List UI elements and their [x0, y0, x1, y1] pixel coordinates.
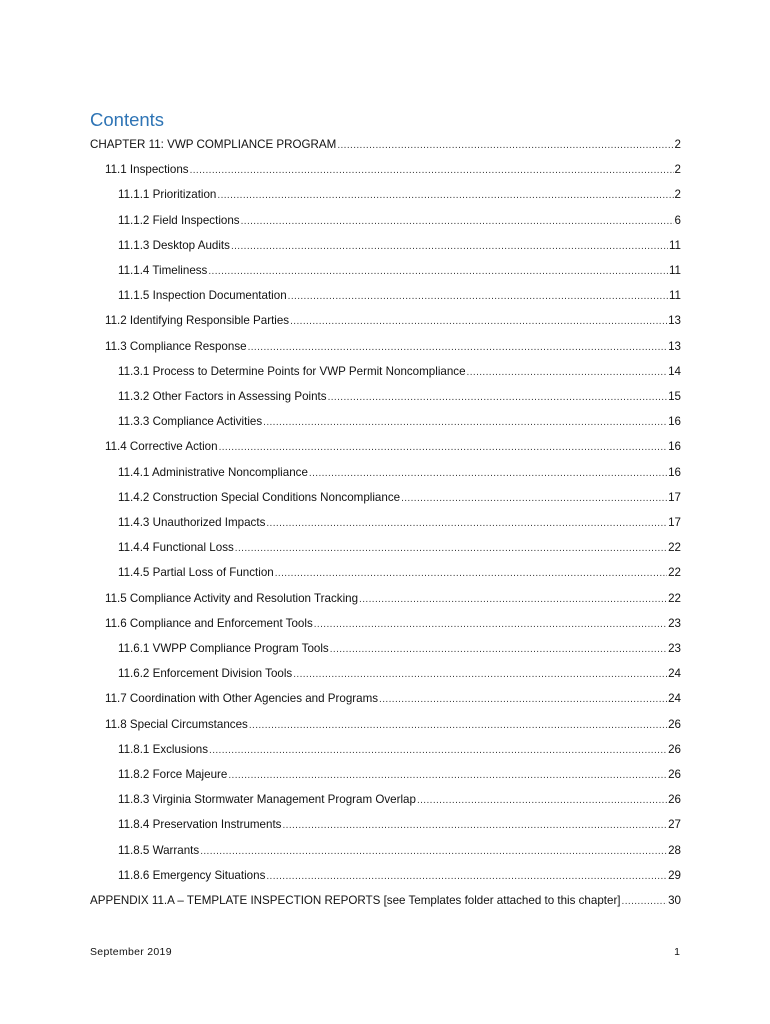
toc-entry-title: 11.8.2 Force Majeure: [118, 768, 228, 781]
toc-entry-page-number: 26: [668, 768, 681, 781]
toc-entry[interactable]: [118, 490, 681, 506]
toc-dot-leader: [379, 692, 667, 708]
toc-dot-leader: [266, 869, 667, 885]
toc-entry-page-number: 24: [668, 667, 681, 681]
toc-entry[interactable]: [118, 288, 681, 304]
toc-entry-title: 11.6.1 VWPP Compliance Program Tools: [118, 642, 329, 655]
toc-entry-page-number: 13: [668, 339, 681, 353]
toc-entry[interactable]: [118, 792, 681, 808]
toc-entry-page-number: 22: [668, 566, 681, 580]
toc-dot-leader: [290, 314, 667, 330]
toc-entry-title: 11.6 Compliance and Enforcement Tools: [105, 616, 313, 630]
toc-dot-leader: [200, 844, 667, 860]
toc-entry[interactable]: [105, 616, 681, 632]
toc-dot-leader: [293, 667, 667, 683]
toc-dot-leader: [231, 239, 668, 255]
toc-entry-page-number: 13: [668, 314, 681, 328]
toc-entry[interactable]: [118, 263, 681, 279]
footer-page-number: 1: [674, 946, 680, 958]
toc-entry-page-number: 16: [668, 440, 681, 454]
toc-dot-leader: [314, 617, 667, 633]
toc-entry-page-number: 17: [668, 490, 681, 504]
toc-entry-page-number: 26: [668, 793, 681, 807]
toc-entry-page-number: 2: [674, 163, 681, 177]
toc-entry-title: 11.4.1 Administrative Noncompliance: [118, 465, 308, 479]
toc-entry-title: 11.8.4 Preservation Instruments: [118, 818, 282, 832]
toc-entry-title: 11.4 Corrective Action: [105, 440, 218, 454]
toc-entry-page-number: 17: [668, 516, 681, 529]
toc-entry-page-number: 16: [668, 465, 681, 479]
toc-entry-title: 11.4.2 Construction Special Conditions Noncompliance: [118, 490, 401, 504]
toc-entry-page-number: 16: [668, 415, 681, 429]
toc-dot-leader: [359, 592, 667, 608]
toc-entry[interactable]: [118, 364, 681, 380]
toc-entry-page-number: 15: [668, 390, 681, 403]
toc-entry[interactable]: [118, 742, 681, 758]
toc-dot-leader: [282, 818, 667, 834]
toc-entry-title: CHAPTER 11: VWP COMPLIANCE PROGRAM: [90, 138, 337, 151]
toc-entry-title: 11.1.4 Timeliness: [118, 264, 208, 277]
toc-entry-title: 11.8.3 Virginia Stormwater Management Program Overlap: [118, 793, 416, 807]
toc-dot-leader: [190, 163, 674, 179]
toc-entry[interactable]: [105, 691, 681, 707]
toc-dot-leader: [209, 743, 667, 759]
toc-dot-leader: [330, 642, 667, 658]
toc-entry-page-number: 11: [668, 238, 681, 252]
toc-entry-title: 11.3.2 Other Factors in Assessing Points: [118, 390, 327, 403]
toc-entry-page-number: 23: [668, 642, 681, 655]
toc-entry[interactable]: [118, 465, 681, 481]
toc-entry[interactable]: [118, 515, 681, 531]
toc-entry[interactable]: [118, 817, 681, 833]
toc-entry[interactable]: [105, 313, 681, 329]
toc-dot-leader: [288, 289, 668, 305]
toc-entry-page-number: 22: [668, 591, 681, 605]
toc-entry-page-number: 2: [674, 138, 681, 151]
toc-entry-title: 11.6.2 Enforcement Division Tools: [118, 667, 293, 681]
toc-entry-page-number: 26: [668, 742, 681, 756]
toc-entry[interactable]: [105, 162, 681, 178]
toc-entry[interactable]: [118, 843, 681, 859]
toc-dot-leader: [467, 365, 668, 381]
toc-entry[interactable]: [118, 187, 681, 203]
toc-dot-leader: [275, 566, 667, 582]
toc-entry[interactable]: [118, 540, 681, 556]
toc-entry[interactable]: [118, 238, 681, 254]
toc-entry-title: 11.8.5 Warrants: [118, 843, 200, 857]
toc-dot-leader: [337, 138, 673, 154]
toc-entry-page-number: 28: [668, 843, 681, 857]
toc-entry[interactable]: [105, 591, 681, 607]
toc-entry[interactable]: [118, 641, 681, 657]
toc-dot-leader: [266, 516, 667, 532]
toc-entry-title: 11.2 Identifying Responsible Parties: [105, 314, 290, 328]
toc-entry[interactable]: [118, 213, 681, 229]
toc-entry-page-number: 11: [668, 289, 681, 303]
toc-dot-leader: [401, 491, 667, 507]
toc-entry-page-number: 2: [674, 188, 681, 202]
toc-entry-title: 11.3.3 Compliance Activities: [118, 415, 263, 429]
toc-entry[interactable]: [118, 389, 681, 405]
toc-entry[interactable]: [118, 414, 681, 430]
toc-entry-title: 11.1.5 Inspection Documentation: [118, 289, 287, 303]
toc-entry-title: 11.4.3 Unauthorized Impacts: [118, 516, 266, 529]
toc-entry-title: 11.1.3 Desktop Audits: [118, 238, 230, 252]
toc-dot-leader: [309, 466, 667, 482]
toc-entry-page-number: 22: [668, 541, 681, 555]
toc-entry[interactable]: [90, 137, 681, 153]
toc-entry[interactable]: [90, 893, 681, 909]
toc-entry[interactable]: [118, 666, 681, 682]
toc-entry-title: 11.8 Special Circumstances: [105, 717, 248, 731]
toc-dot-leader: [235, 541, 667, 557]
toc-dot-leader: [217, 188, 673, 204]
toc-dot-leader: [208, 264, 668, 280]
toc-entry[interactable]: [118, 565, 681, 581]
toc-entry-page-number: 23: [668, 616, 681, 630]
toc-entry-page-number: 26: [668, 717, 681, 731]
toc-dot-leader: [248, 340, 668, 356]
toc-entry[interactable]: [105, 439, 681, 455]
toc-dot-leader: [219, 440, 668, 456]
toc-entry-page-number: 24: [668, 692, 681, 706]
toc-entry-title: 11.4.4 Functional Loss: [118, 541, 234, 555]
footer-date: September 2019: [90, 946, 172, 958]
toc-entry-title: 11.1.1 Prioritization: [118, 188, 217, 202]
toc-entry-title: 11.8.6 Emergency Situations: [118, 868, 266, 882]
toc-entry-title: 11.1.2 Field Inspections: [118, 213, 240, 227]
toc-entry-title: 11.8.1 Exclusions: [118, 742, 209, 756]
toc-dot-leader: [249, 718, 667, 734]
toc-entry-page-number: 14: [668, 364, 681, 378]
toc-dot-leader: [241, 214, 674, 230]
toc-dot-leader: [622, 894, 668, 910]
toc-entry-page-number: 29: [668, 868, 681, 882]
toc-entry-page-number: 6: [674, 213, 681, 227]
toc-entry-title: 11.7 Coordination with Other Agencies and Programs: [105, 692, 379, 706]
toc-entry-page-number: 27: [668, 818, 681, 832]
toc-entry[interactable]: [105, 339, 681, 355]
toc-entry[interactable]: [118, 767, 681, 783]
toc-entry-page-number: 30: [668, 894, 681, 907]
toc-entry-title: 11.1 Inspections: [105, 163, 189, 177]
toc-entry-title: 11.5 Compliance Activity and Resolution Tracking: [105, 591, 359, 605]
toc-entry-title: 11.3.1 Process to Determine Points for VWP Permit Noncompliance: [118, 364, 466, 378]
toc-entry[interactable]: [105, 717, 681, 733]
toc-entry[interactable]: [118, 868, 681, 884]
toc-dot-leader: [328, 390, 668, 406]
toc-entry-page-number: 11: [668, 264, 681, 277]
toc-entry-title: 11.3 Compliance Response: [105, 339, 247, 353]
toc-dot-leader: [228, 768, 667, 784]
toc-heading: Contents: [90, 109, 165, 130]
toc-entry-title: APPENDIX 11.A – TEMPLATE INSPECTION REPORTS [see Templates folder attached to this chapter]: [90, 894, 621, 907]
toc-dot-leader: [263, 415, 667, 431]
toc-dot-leader: [417, 793, 667, 809]
toc-entry-title: 11.4.5 Partial Loss of Function: [118, 566, 274, 580]
